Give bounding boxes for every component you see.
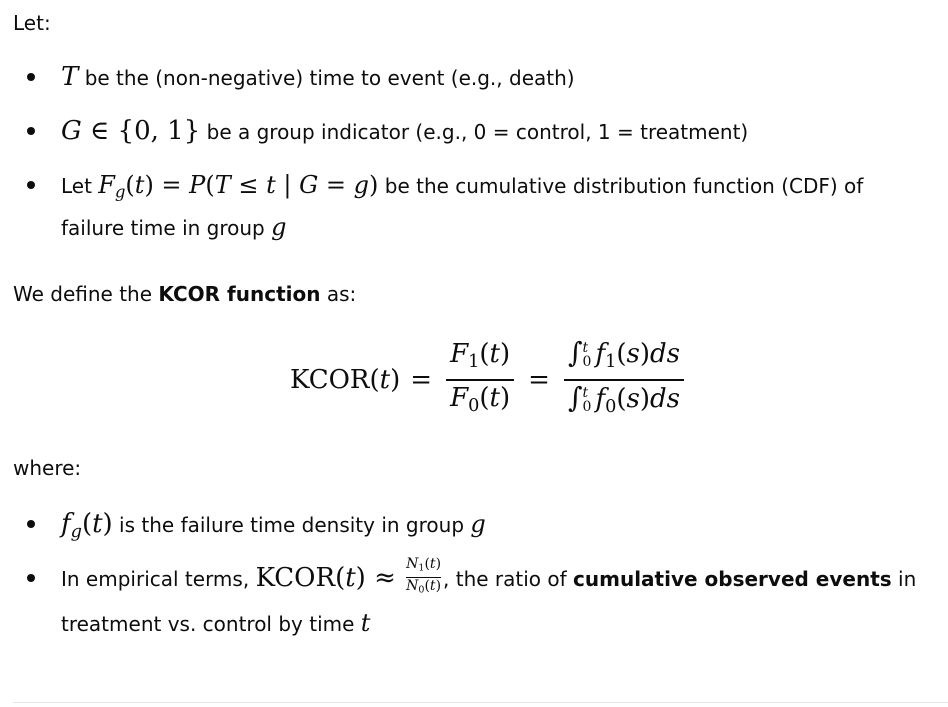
math-cdf-definition: $F_g(t) = P(T \le t$ | G = g) (98, 171, 379, 202)
kcor-equation: KCOR (t) = $\frac{F_1(t)}{F_0(t)}$ = ∫ t 0 $f_1(s)ds$ ∫ t 0 $f_0(s)ds$ (290, 335, 688, 425)
list-item-text-after: in (891, 567, 917, 592)
bullet-dot (27, 73, 35, 81)
definition-after: as: (320, 282, 357, 306)
where-text: where: (13, 456, 82, 480)
list-item-empirical (61, 558, 947, 600)
list-item-text: failure time in group (61, 216, 272, 240)
cdf-ratio: $\frac{F_1(t)}{F_0(t)}$ (446, 337, 514, 422)
list-item-text: treatment vs. control by time (61, 612, 361, 636)
intro-text: Let: (13, 11, 51, 35)
list-item-text: is the failure time density in group (112, 513, 471, 537)
math-density: $f_g(t)$ (61, 509, 113, 542)
list-item-text: be the (non-negative) time to event (e.g., death) (78, 66, 575, 90)
math-empirical-kcor: KCOR(t) ≈ $\frac{N_1(t)}{N_0(t)}$ (255, 556, 442, 596)
list-item-group-indicator (61, 111, 947, 152)
list-item-text: , the ratio of (443, 567, 574, 592)
list-item-continuation (61, 207, 947, 248)
divider (13, 702, 948, 703)
definition-text (13, 281, 356, 307)
math-symbol-t: t (360, 609, 371, 637)
bullet-dot (27, 181, 35, 189)
bullet-dot (27, 520, 35, 528)
math-symbol-g: g (470, 510, 486, 538)
list-item-lead: Let (61, 174, 99, 198)
integral-ratio: ∫ t 0 $f_1(s)ds$ ∫ t 0 $f_0(s)ds$ (564, 336, 684, 423)
bullet-dot (27, 574, 35, 582)
list-item-continuation (61, 603, 947, 644)
list-item-density (61, 504, 947, 552)
kcor-label: KCOR (290, 365, 370, 395)
math-group-set: G ∈ {0, 1} (61, 116, 201, 146)
math-symbol-T: T (61, 62, 79, 92)
list-item-cdf (61, 165, 947, 213)
definition-bold: KCOR function (158, 282, 321, 306)
list-item-text: be a group indicator (e.g., 0 = control, 1 = treatment) (200, 120, 749, 144)
list-item-lead: In empirical terms, (61, 567, 256, 592)
list-item-time-definition (61, 57, 947, 98)
list-item-bold: cumulative observed events (573, 567, 892, 592)
bullet-dot (27, 127, 35, 135)
list-item-text: be the cumulative distribution function (CDF) of (378, 174, 864, 198)
math-symbol-g: g (271, 213, 287, 241)
definition-before: We define the (13, 282, 159, 306)
